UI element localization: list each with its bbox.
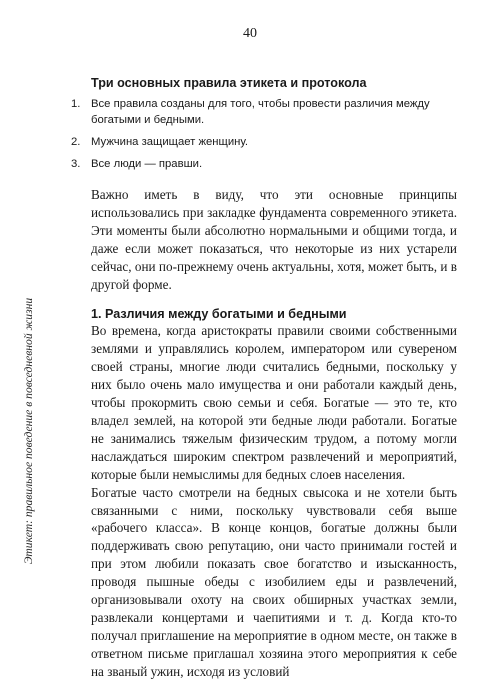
page-content xyxy=(71,76,457,681)
intro-paragraph: Важно иметь в виду, что эти основные принципы использовались при закладке фундамента современного этикета. Эти моменты были абсолютно нормальными и общими тогда, и даже если может показаться, что некоторые из них устарели сейчас, они по-прежнему очень актуальны, хотя, может быть, и в другой форме. xyxy=(91,187,457,292)
rule-number: 1. xyxy=(71,98,81,110)
section-heading: 1. Различия между богатыми и бедными xyxy=(91,307,347,322)
body-paragraph: Во времена, когда аристократы правили своими собственными землями и управлялись королем, императором или сувереном своей страны, многие люди считались бедными, поскольку у них было очень мало имущества и они работали каждый день, чтобы прокормить свою семьи и себя. Богатые — это те, кто владел землей, на которой эти бедные люди работали. Богатые не занимались тяжелым физическим трудом, а потому могли наслаждаться широким спектром развлечений и мероприятий, которые были немыслимы для бедных слоев населения. xyxy=(91,323,457,482)
rule-item xyxy=(71,96,457,128)
body-paragraph: Богатые часто смотрели на бедных свысока и не хотели быть связанными с ними, поскольку чувствовали себя выше «рабочего класса». В конце концов, богатые должны были поддерживать свою репутацию, они часто принимали гостей и при этом любили показать свое богатство и изысканность, проводя пышные обеды с изобилием еды и развлечений, организовывали охоту на своих обширных участках земли, развлекали концертами и чаепитиями и т. д. Когда кто-то получал приглашение на мероприятие в одном месте, он также в ответном письме приглашал хозяина этого мероприятия к себе на званый ужин, исходя из условий xyxy=(91,484,457,679)
rule-text: Мужчина защищает женщину. xyxy=(91,136,249,148)
rule-item xyxy=(71,156,457,172)
rule-text: Все правила созданы для того, чтобы провести различия между богатыми и бедными. xyxy=(91,98,430,126)
running-head: Этикет: правильное поведение в повседневной жизни xyxy=(22,297,35,565)
section xyxy=(91,307,457,680)
page-number: 40 xyxy=(243,26,257,41)
rule-number: 2. xyxy=(71,136,81,148)
rule-item xyxy=(71,134,457,150)
rules-heading: Три основных правила этикета и протокола xyxy=(91,76,367,90)
rule-number: 3. xyxy=(71,158,81,170)
rules-list xyxy=(71,96,457,172)
rule-text: Все люди — правши. xyxy=(91,158,203,170)
